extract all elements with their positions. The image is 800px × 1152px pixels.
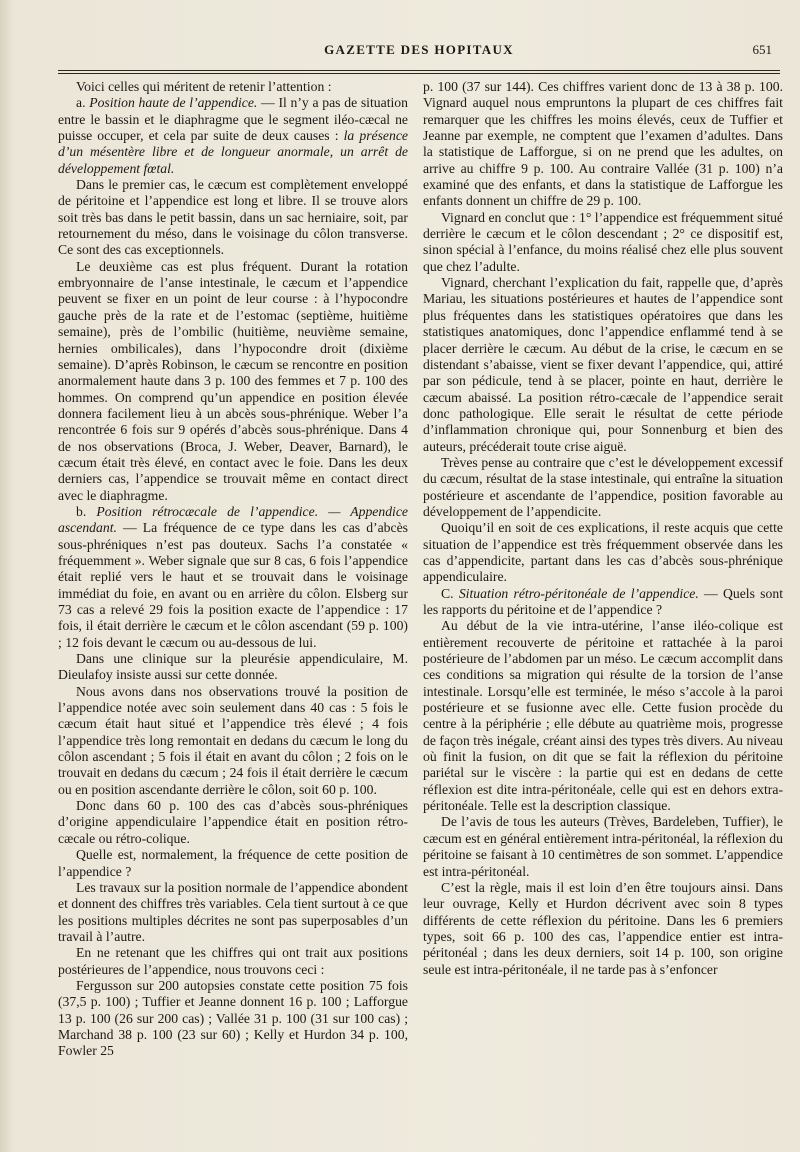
running-header [58,42,780,66]
paragraph: Trèves pense au contraire que c’est le développement excessif du cæcum, résultat de la stase intestinale, qui entraîne la situation postérieure et ascendante de l’appendice, position favorable au développement de l’appendicite. [423,454,783,519]
right-column [423,79,783,978]
header-rule-bottom [58,73,780,74]
section-label: C. [441,585,454,601]
italic-text: la présence d’un mésentère libre et de longueur anormale, un arrêt de développement fœtal. [58,128,408,176]
paragraph: Le deuxième cas est plus fréquent. Durant la rotation embryonnaire de l’anse intestinale, le cæcum et l’appendice peuvent se fixer en un point de leur course : à l’hypocondre gauche près de la rate et de l’estomac (septième, huitième semaine), près de l’ombilic (huitième, neuvième semaine, hernies ombilicales), dans l’hypocondre droit (dixième semaine). D’après Robinson, le cæcum se rencontre en position anormalement haute dans 3 p. 100 des femmes et 7 p. 100 des hommes. On comprend qu’un appendice en position élevée donnera facilement lieu à un abcès sous-phrénique. Weber l’a rencontrée 6 fois sur 9 opérés d’abcès sous-phrénique. Dans 4 de nos observations (Broca, J. Weber, Deaver, Barnard), le cæcum était très élevé, en contact avec le foie. Dans les deux derniers cas, l’appendice se trouvait même en contact direct avec le diaphragme. [58,258,408,503]
paragraph-text: — Il n’y a pas de situation entre le bassin et le diaphragme que le segment iléo-cæcal ne puisse occuper, et cela par suite de deux causes : [58,95,408,144]
section-label: b. [76,503,87,519]
section-title: Situation rétro-péritonéale de l’appendice. [458,585,699,601]
paragraph: Vignard, cherchant l’explication du fait, rappelle que, d’après Mariau, les situations postérieures et hautes de l’appendice sont plus fréquentes dans les statistiques opératoires que dans les statistiques anatomiques, donc l’appendice enflammé tend à se placer derrière le cæcum. Au début de la crise, le cæcum en se distendant s’abaisse, vient se fixer devant l’appendice, qui, attiré par son pédicule, tend à se placer, pointe en haut, derrière le cæcum abaissé. La position rétro-cæcale de l’appendice serait donc pathologique. Elle serait le résultat de cette période d’inflammation chronique qui, pour Sonnenburg et bien des auteurs, précéderait toute crise aiguë. [423,275,783,454]
paragraph-text: — La fréquence de ce type dans les cas d’abcès sous-phréniques n’est pas douteux. Sachs l’a constatée « fréquemment ». Weber signale que sur 8 cas, 6 fois l’appendice était replié vers le haut et se trouvait dans le voisinage immédiat du foie, en avant ou en arrière du côlon. Elsberg sur 73 cas a relevé 29 fois la position exacte de l’appendice : 17 fois, il était derrière le cæcum et le côlon ascendant (59 p. 100) ; 12 fois devant le cæcum ou au-dessous de lui. [58,520,408,650]
paragraph: Voici celles qui méritent de retenir l’attention : [76,79,332,94]
section-paragraph [423,586,783,619]
paragraph: Dans une clinique sur la pleurésie appendiculaire, M. Dieulafoy insiste aussi sur cette donnée. [58,651,408,683]
paragraph: Donc dans 60 p. 100 des cas d’abcès sous-phréniques d’origine appendiculaire l’appendice était en position rétro-cæcale ou rétro-colique. [58,798,408,846]
section-label: a. [76,95,86,111]
paragraph-text: — Quels sont les rapports du péritoine et de l’appendice ? [423,585,783,617]
paragraph: Quoiqu’il en soit de ces explications, il reste acquis que cette situation de l’appendice est très fréquemment observée dans les cas d’appendicite, partant dans les cas d’abcès sous-phrénique appendiculaire. [423,520,783,585]
paragraph: De l’avis de tous les auteurs (Trèves, Bardeleben, Tuffier), le cæcum est en général entièrement intra-péritonéal, la réflexion du péritoine se faisant à 10 centimètres de son sommet. L’appendice est intra-péritonéal. [423,814,783,879]
paragraph: p. 100 (37 sur 144). Ces chiffres varient donc de 13 à 38 p. 100. Vignard auquel nous empruntons la plupart de ces chiffres fait remarquer que les chiffres les moins élevés, ceux de Tuffier et Jeanne par exemple, ne comptent que l’examen d’adultes. Dans la statistique de Lafforgue, si on ne prend que les adultes, on arrive au chiffre 9 p. 100. Au contraire Vallée (31 p. 100) n’a examiné que des enfants, et dans la statistique de Lafforgue les enfants donnent un chiffre de 29 p. 100. [423,79,783,209]
journal-title: GAZETTE DES HOPITAUX [324,42,514,57]
paragraph: Au début de la vie intra-utérine, l’anse iléo-colique est entièrement recouverte de péritoine et rattachée à la paroi postérieure de l’abdomen par un méso. Le cæcum accomplit dans ces conditions sa migration qui résulte de la torsion de l’anse intestinale. Lorsqu’elle est terminée, le méso s’accole à la paroi postérieure et se fusionne avec elle. Cette fusion procède du centre à la périphérie ; elle débute au quatrième mois, progresse de façon très inégale, créant ainsi des types très divers. Au niveau où finit la fusion, on dit que se fait la réflexion du péritoine pariétal sur le viscère : la partie qui est en dedans de cette réflexion est dite intra-péritonéale, celle qui est en dehors extra-péritonéale. Telle est la description classique. [423,618,783,814]
page-number: 651 [752,42,772,57]
paragraph: Dans le premier cas, le cæcum est complètement enveloppé de péritoine et l’appendice est long et libre. Il se trouve alors soit très bas dans le petit bassin, dans un sac herniaire, soit, par retournement du méso, dans le voisinage du côlon transverse. Ce sont des cas exceptionnels. [58,177,408,258]
section-title: Position haute de l’appendice. [89,95,258,111]
paragraph: En ne retenant que les chiffres qui ont trait aux positions postérieures de l’appendice, nous trouvons ceci : [58,945,408,977]
paragraph: Les travaux sur la position normale de l’appendice abondent et donnent des chiffres très variables. Cela tient surtout à ce que les positions multiples décrites ne sont pas superposables d’un travail à l’autre. [58,879,408,944]
paragraph: Fergusson sur 200 autopsies constate cette position 75 fois (37,5 p. 100) ; Tuffier et Jeanne donnent 16 p. 100 ; Lafforgue 13 p. 100 (26 sur 200 cas) ; Vallée 31 p. 100 (31 sur 100 cas) ; Marchand 38 p. 100 (23 sur 60) ; Kelly et Hurdon 34 p. 100, Fowler 25 [58,977,408,1059]
section-paragraph [58,504,408,651]
paragraph: Vignard en conclut que : 1° l’appendice est fréquemment situé derrière le cæcum et le côlon descendant ; 2° ce dispositif est, sinon spécial à l’enfance, du moins réalisé chez elle plus souvent que chez l’adulte. [423,209,783,274]
section-paragraph [58,95,408,177]
paragraph: Quelle est, normalement, la fréquence de cette position de l’appendice ? [58,847,408,879]
paragraph: Nous avons dans nos observations trouvé la position de l’appendice notée avec soin seulement dans 40 cas : 5 fois le cæcum était haut situé et l’appendice très élevé ; 4 fois l’appendice très long remontait en dedans du cæcum le long du côlon ascendant ; 5 fois il était en avant du côlon ; 2 fois on le trouvait en dedans du cæcum ; 24 fois il était derrière le cæcum ou en position ascendante derrière le côlon, soit 60 p. 100. [58,683,408,797]
paragraph: C’est la règle, mais il est loin d’en être toujours ainsi. Dans leur ouvrage, Kelly et Hurdon décrivent avec soin 8 types différents de cette réflexion du péritoine. Dans les 6 premiers types, soit 66 p. 100 des cas, l’appendice entier est intra-péritonéal ; dans les deux derniers, soit 14 p. 100, son origine seule est intra-péritonéale, il ne tarde pas à s’enfoncer [423,879,783,977]
header-rule-top [58,70,780,71]
left-column [58,79,408,1060]
section-title: Position rétrocæcale de l’appendice. — Appendice ascendant. [58,503,409,536]
